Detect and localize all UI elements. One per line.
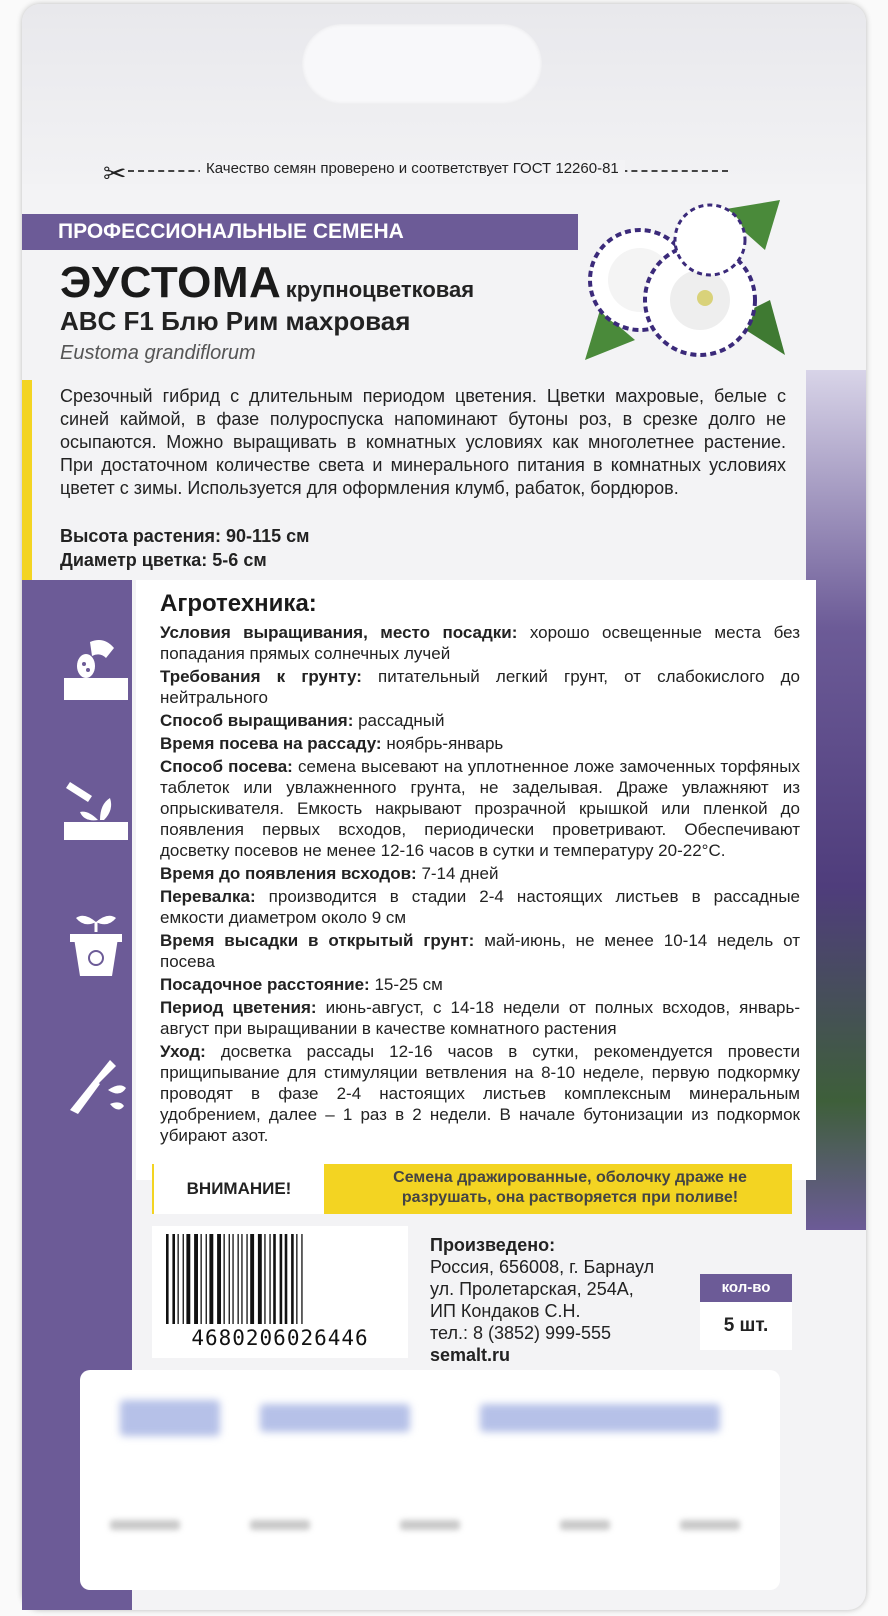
producer-line: ул. Пролетарская, 254А, [430,1279,634,1299]
quantity-value: 5 шт. [700,1302,792,1350]
pot-seedling-icon [60,908,132,980]
blurred-label [560,1520,610,1530]
producer-heading: Произведено: [430,1235,556,1255]
sowing-icon [60,772,132,844]
agro-item: Посадочное расстояние: 15-25 см [160,975,443,994]
agro-item: Требования к грунту: питательный легкий грунт, от слабокислого до нейтрального [160,667,800,707]
blurred-label [110,1520,180,1530]
producer-site: semalt.ru [430,1345,511,1365]
product-name: ЭУСТОМА [60,258,282,307]
category-banner: ПРОФЕССИОНАЛЬНЫЕ СЕМЕНА [22,214,578,250]
latin-name: Eustoma grandiflorum [60,342,256,364]
product-name-suffix: крупноцветковая [285,277,475,302]
agro-item: Перевалка: производится в стадии 2-4 настоящих листьев в рассадные емкости диаметром около 9 см [160,887,800,927]
agro-item: Время посева на рассаду: ноябрь-январь [160,734,504,753]
agro-item: Способ выращивания: рассадный [160,711,445,730]
flower-image [580,190,790,370]
agro-item: Период цветения: июнь-август, с 14-18 недели от полных всходов, январь-август при выращивании в качестве комнатного растения [160,998,800,1038]
warning-text: Семена дражированные, оболочку драже не разрушать, она растворяется при поливе! [393,1169,747,1206]
blurred-stamp [120,1400,220,1436]
agrotech-list [160,622,800,1148]
quantity-label: кол-во [700,1274,792,1302]
soil-hand-icon [60,632,132,704]
producer-phone: тел.: 8 (3852) 999-555 [430,1323,612,1343]
date-stamp-area [80,1370,780,1590]
blurred-stamp [260,1404,410,1432]
agro-item: Время до появления всходов: 7-14 дней [160,864,499,883]
barcode-number: 4680206026446 [191,1326,369,1350]
blurred-label [400,1520,460,1530]
producer-line: Россия, 656008, г. Барнаул [430,1257,655,1277]
blurred-stamp [480,1404,720,1432]
spec-height: Высота растения: 90-115 см [60,526,310,546]
agro-item: Уход: досветка рассады 12-16 часов в сутки, рекомендуется провести прищипывание для стимуляции ветвления на 8-10 неделе, первую подкормку проводят в фазе 2-4 настоящих листьев комплексным минеральным удобрением, далее – 1 раз в 2 недели. В начале бутонизации из подкормок убирают азот. [160,1042,800,1145]
hang-hole [302,24,542,104]
agro-item: Способ посева: семена высевают на уплотненное ложе замоченных торфяных таблеток или увлажненного грунта, не заделывая. Драже увлажняют из опрыскивателя. Емкость накрывают прозрачной крышкой или пленкой до появления первых всходов, периодически проветривают. Обеспечивают досветку посевов не менее 12-16 часов в сутки и температуру 20-22°С. [160,757,801,860]
barcode [162,1234,398,1324]
scissors-icon: ✂ [103,158,127,189]
producer-line: ИП Кондаков С.Н. [430,1301,581,1321]
spec-diameter: Диаметр цветка: 5-6 см [60,550,267,570]
product-description: Срезочный гибрид с длительным периодом цветения. Цветки махровые, белые с синей каймой, в фазе полуроспуска напоминают бутоны роз, в срезке долго не осыпаются. Можно выращивать в комнатных условиях как многолетнее растение. При достаточном количестве света и минерального питания в комнатных условиях цветет с зимы. Используется для оформления клумб, рабаток, бордюров. [60,386,786,498]
product-title [60,258,474,308]
quality-note: Качество семян проверено и соответствует ГОСТ 12260-81 [200,160,625,177]
agro-item: Время высадки в открытый грунт: май-июнь, не менее 10-14 недель от посева [160,931,800,971]
product-variety: ABC F1 Блю Рим махровая [60,306,411,336]
agrotech-title: Агротехника: [160,590,317,617]
pruner-icon [60,1050,132,1122]
blurred-label [250,1520,310,1530]
agro-item: Условия выращивания, место посадки: хорошо освещенные места без попадания прямых солнечных лучей [160,623,800,663]
producer-info [430,1234,654,1366]
blurred-label [680,1520,740,1530]
warning-label: ВНИМАНИЕ! [154,1164,324,1214]
